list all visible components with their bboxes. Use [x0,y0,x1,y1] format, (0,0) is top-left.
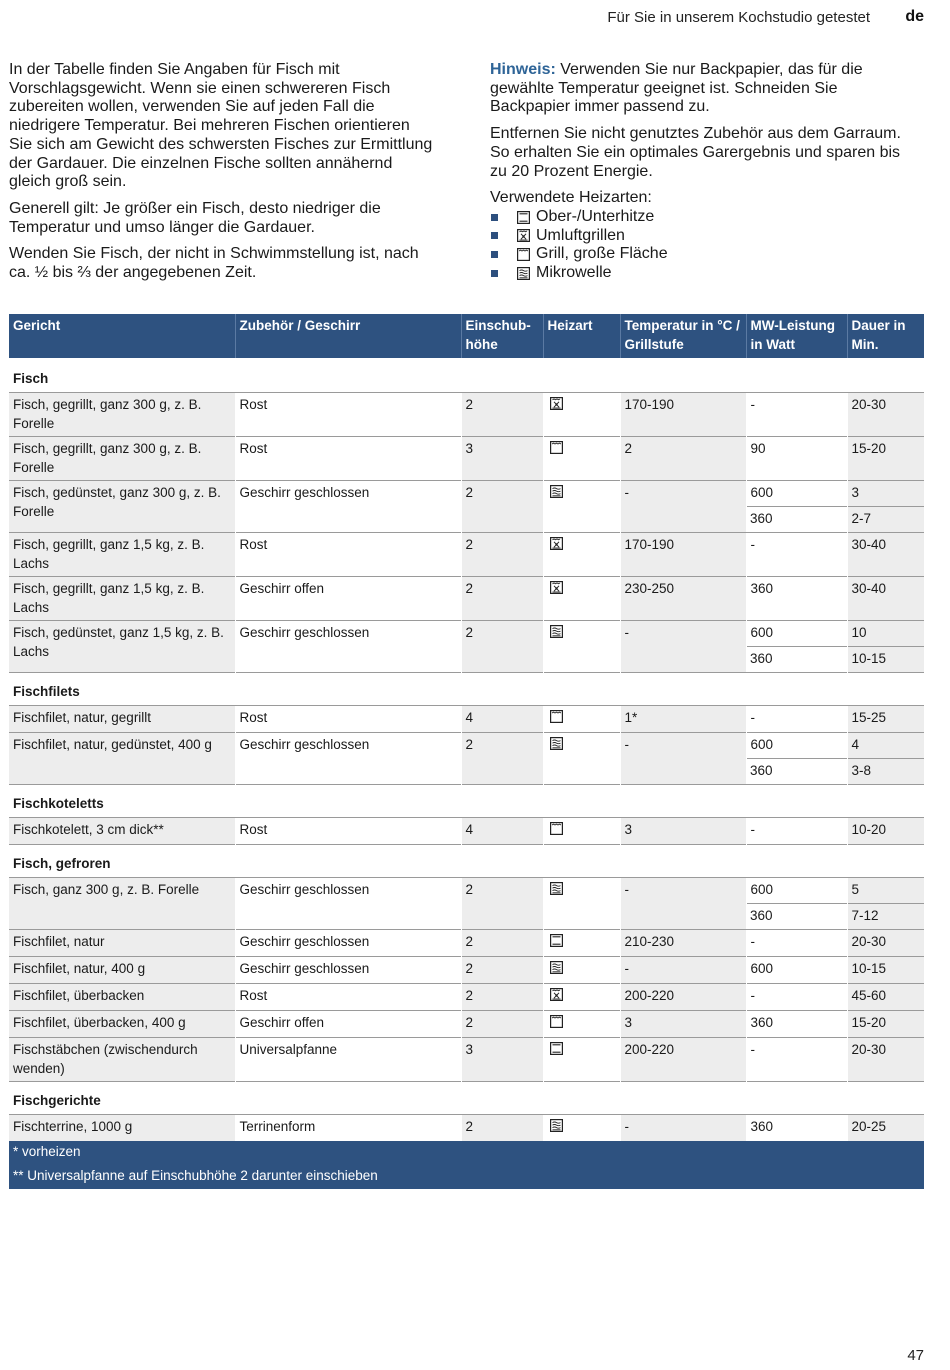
microwave-icon [517,267,530,280]
heating-mode-label: Ober-/Unterhitze [536,207,655,225]
table-row [9,930,924,957]
fan-grill-icon [550,581,563,594]
section-row [9,845,924,878]
heating-mode-item [490,264,920,283]
heating-mode-item [490,227,920,246]
temperature-cell: 230-250 [620,577,746,621]
level-cell: 2 [461,621,543,673]
section-title: Fischfilets [9,673,924,706]
footnote-row [9,1165,924,1189]
mw-power-cell: 600 [746,878,847,904]
fish-cooking-table [9,314,924,1189]
table-row [9,1038,924,1082]
grill-large-icon [550,441,563,454]
mw-power-cell: 360 [746,647,847,673]
accessory-cell: Rost [235,437,461,481]
heating-cell [543,533,620,577]
top-bottom-heat-icon [550,934,563,947]
heating-cell [543,393,620,437]
grill-large-icon [517,248,530,261]
level-cell: 2 [461,878,543,930]
column-header: Zubehör / Geschirr [235,314,461,358]
temperature-cell: - [620,621,746,673]
dish-cell: Fisch, gedünstet, ganz 1,5 kg, z. B. Lachs [9,621,235,673]
microwave-icon [550,485,563,498]
footnote-row [9,1141,924,1165]
fan-grill-icon [517,229,530,242]
duration-cell: 10-15 [847,957,924,984]
bullet-icon [491,214,498,221]
intro-paragraph: In der Tabelle finden Sie Angaben für Fisch mit Vorschlagsgewicht. Wenn sie einen schwereren Fisch zubereiten wollen, verwenden Sie auf jeden Fall die niedrigere Temperatur. Bei mehreren Fischen orientieren Sie sich am Gewicht des schwersten Fisches zur Ermittlung der Gardauer. Die einzelnen Fische sollten annähernd gleich groß sein. [9,61,433,191]
table-row [9,984,924,1011]
table-row [9,621,924,647]
heating-mode-item [490,245,920,264]
heating-cell [543,1038,620,1082]
temperature-cell: 200-220 [620,1038,746,1082]
mw-power-cell: 360 [746,759,847,785]
heating-modes-list [490,208,920,283]
dish-cell: Fischfilet, überbacken, 400 g [9,1011,235,1038]
level-cell: 2 [461,930,543,957]
accessory-cell: Geschirr offen [235,1011,461,1038]
mw-power-cell: - [746,984,847,1011]
grill-large-icon [550,710,563,723]
duration-cell: 4 [847,733,924,759]
table-row [9,1115,924,1142]
duration-cell: 2-7 [847,507,924,533]
heating-cell [543,621,620,673]
mw-power-cell: - [746,706,847,733]
duration-cell: 3 [847,481,924,507]
accessory-cell: Geschirr geschlossen [235,481,461,533]
heating-cell [543,878,620,930]
column-header: Temperatur in °C / Grillstufe [620,314,746,358]
mw-power-cell: 90 [746,437,847,481]
section-title: Fischkoteletts [9,785,924,818]
accessory-cell: Geschirr geschlossen [235,930,461,957]
hint-column [490,61,920,283]
level-cell: 4 [461,706,543,733]
heating-cell [543,984,620,1011]
level-cell: 2 [461,577,543,621]
microwave-icon [550,737,563,750]
table-row [9,1011,924,1038]
duration-cell: 20-30 [847,393,924,437]
intro-paragraph: Wenden Sie Fisch, der nicht in Schwimmstellung ist, nach ca. ½ bis ⅔ der angegebenen Zeit. [9,245,419,282]
mw-power-cell: 360 [746,577,847,621]
duration-cell: 30-40 [847,577,924,621]
heating-cell [543,1011,620,1038]
footnote: * vorheizen [9,1141,924,1165]
microwave-icon [550,961,563,974]
accessory-cell: Terrinenform [235,1115,461,1142]
heating-cell [543,1115,620,1142]
accessory-cell: Rost [235,393,461,437]
section-row [9,785,924,818]
dish-cell: Fisch, gegrillt, ganz 300 g, z. B. Forelle [9,393,235,437]
accessory-paragraph: Entfernen Sie nicht genutztes Zubehör aus dem Garraum. So erhalten Sie ein optimales Garergebnis und sparen bis zu 20 Prozent Energie. [490,125,901,180]
accessory-cell: Rost [235,533,461,577]
table-row [9,533,924,577]
mw-power-cell: 360 [746,1115,847,1142]
dish-cell: Fischfilet, natur, gedünstet, 400 g [9,733,235,785]
dish-cell: Fischkotelett, 3 cm dick** [9,818,235,845]
heating-cell [543,818,620,845]
dish-cell: Fischfilet, überbacken [9,984,235,1011]
dish-cell: Fischfilet, natur, gegrillt [9,706,235,733]
table-row [9,733,924,759]
section-row [9,358,924,393]
dish-cell: Fisch, gegrillt, ganz 300 g, z. B. Forelle [9,437,235,481]
grill-large-icon [550,822,563,835]
fan-grill-icon [550,988,563,1001]
level-cell: 2 [461,393,543,437]
duration-cell: 15-25 [847,706,924,733]
mw-power-cell: - [746,533,847,577]
language-code: de [905,8,924,25]
microwave-icon [550,1119,563,1132]
duration-cell: 10-15 [847,647,924,673]
dish-cell: Fischfilet, natur, 400 g [9,957,235,984]
hint-label: Hinweis: [490,61,556,78]
level-cell: 2 [461,481,543,533]
hint-text: Verwenden Sie nur Backpapier, das für die gewählte Temperatur geeignet ist. Schneiden Sie Backpapier immer passend zu. [490,61,863,116]
level-cell: 2 [461,1115,543,1142]
dish-cell: Fisch, gedünstet, ganz 300 g, z. B. Forelle [9,481,235,533]
duration-cell: 45-60 [847,984,924,1011]
column-header: Heizart [543,314,620,358]
accessory-cell: Geschirr geschlossen [235,621,461,673]
dish-cell: Fisch, ganz 300 g, z. B. Forelle [9,878,235,930]
section-title: Fischgerichte [9,1082,924,1115]
duration-cell: 20-30 [847,1038,924,1082]
level-cell: 2 [461,957,543,984]
table-row [9,878,924,904]
fan-grill-icon [550,537,563,550]
column-header: MW-Leistung in Watt [746,314,847,358]
accessory-cell: Geschirr geschlossen [235,957,461,984]
accessory-cell: Rost [235,706,461,733]
level-cell: 2 [461,984,543,1011]
level-cell: 3 [461,1038,543,1082]
duration-cell: 10 [847,621,924,647]
intro-paragraph: Generell gilt: Je größer ein Fisch, desto niedriger die Temperatur und umso länger die Gardauer. [9,199,381,236]
hint-paragraph [490,61,920,117]
section-title: Fisch [9,358,924,393]
temperature-cell: - [620,957,746,984]
heating-mode-label: Umluftgrillen [536,226,625,244]
temperature-cell: 2 [620,437,746,481]
accessory-cell: Geschirr geschlossen [235,733,461,785]
mw-power-cell: - [746,393,847,437]
heating-cell [543,733,620,785]
section-row [9,1082,924,1115]
temperature-cell: - [620,878,746,930]
temperature-cell: 170-190 [620,393,746,437]
duration-cell: 20-30 [847,930,924,957]
microwave-icon [550,882,563,895]
footnote: ** Universalpfanne auf Einschubhöhe 2 darunter einschieben [9,1165,924,1189]
mw-power-cell: 360 [746,1011,847,1038]
temperature-cell: - [620,1115,746,1142]
section-row [9,673,924,706]
dish-cell: Fisch, gegrillt, ganz 1,5 kg, z. B. Lachs [9,577,235,621]
table-row [9,957,924,984]
level-cell: 2 [461,533,543,577]
heating-cell [543,957,620,984]
microwave-icon [550,625,563,638]
top-bottom-heat-icon [517,211,530,224]
table-row [9,437,924,481]
bullet-icon [491,251,498,258]
bullet-icon [491,232,498,239]
mw-power-cell: 360 [746,904,847,930]
mw-power-cell: - [746,818,847,845]
dish-cell: Fischterrine, 1000 g [9,1115,235,1142]
duration-cell: 15-20 [847,1011,924,1038]
header-title: Für Sie in unserem Kochstudio getestet [607,9,870,26]
heating-cell [543,577,620,621]
level-cell: 2 [461,733,543,785]
temperature-cell: 170-190 [620,533,746,577]
mw-power-cell: 360 [746,507,847,533]
column-header: Gericht [9,314,235,358]
duration-cell: 15-20 [847,437,924,481]
duration-cell: 30-40 [847,533,924,577]
temperature-cell: - [620,481,746,533]
temperature-cell: 210-230 [620,930,746,957]
level-cell: 4 [461,818,543,845]
table-row [9,393,924,437]
mw-power-cell: 600 [746,621,847,647]
mw-power-cell: 600 [746,481,847,507]
dish-cell: Fisch, gegrillt, ganz 1,5 kg, z. B. Lachs [9,533,235,577]
mw-power-cell: 600 [746,733,847,759]
table-row [9,706,924,733]
temperature-cell: 200-220 [620,984,746,1011]
accessory-cell: Rost [235,818,461,845]
accessory-cell: Geschirr geschlossen [235,878,461,930]
mw-power-cell: 600 [746,957,847,984]
heating-cell [543,930,620,957]
duration-cell: 10-20 [847,818,924,845]
heating-cell [543,481,620,533]
temperature-cell: - [620,733,746,785]
duration-cell: 20-25 [847,1115,924,1142]
column-header: Dauer in Min. [847,314,924,358]
table-row [9,818,924,845]
mw-power-cell: - [746,1038,847,1082]
column-header: Einschub-höhe [461,314,543,358]
table-row [9,481,924,507]
heating-mode-label: Mikrowelle [536,263,612,281]
fan-grill-icon [550,397,563,410]
dish-cell: Fischstäbchen (zwischendurch wenden) [9,1038,235,1082]
temperature-cell: 1* [620,706,746,733]
top-bottom-heat-icon [550,1042,563,1055]
table-header-row [9,314,924,358]
page-number: 47 [907,1347,924,1364]
heating-mode-label: Grill, große Fläche [536,245,668,263]
accessory-cell: Rost [235,984,461,1011]
bullet-icon [491,270,498,277]
level-cell: 3 [461,437,543,481]
heating-mode-item [490,208,920,227]
grill-large-icon [550,1015,563,1028]
duration-cell: 7-12 [847,904,924,930]
duration-cell: 5 [847,878,924,904]
heating-cell [543,437,620,481]
heating-cell [543,706,620,733]
temperature-cell: 3 [620,818,746,845]
accessory-cell: Geschirr offen [235,577,461,621]
temperature-cell: 3 [620,1011,746,1038]
table-row [9,577,924,621]
intro-column [9,61,434,291]
duration-cell: 3-8 [847,759,924,785]
section-title: Fisch, gefroren [9,845,924,878]
mw-power-cell: - [746,930,847,957]
heating-modes-title: Verwendete Heizarten: [490,189,652,207]
level-cell: 2 [461,1011,543,1038]
accessory-cell: Universalpfanne [235,1038,461,1082]
dish-cell: Fischfilet, natur [9,930,235,957]
